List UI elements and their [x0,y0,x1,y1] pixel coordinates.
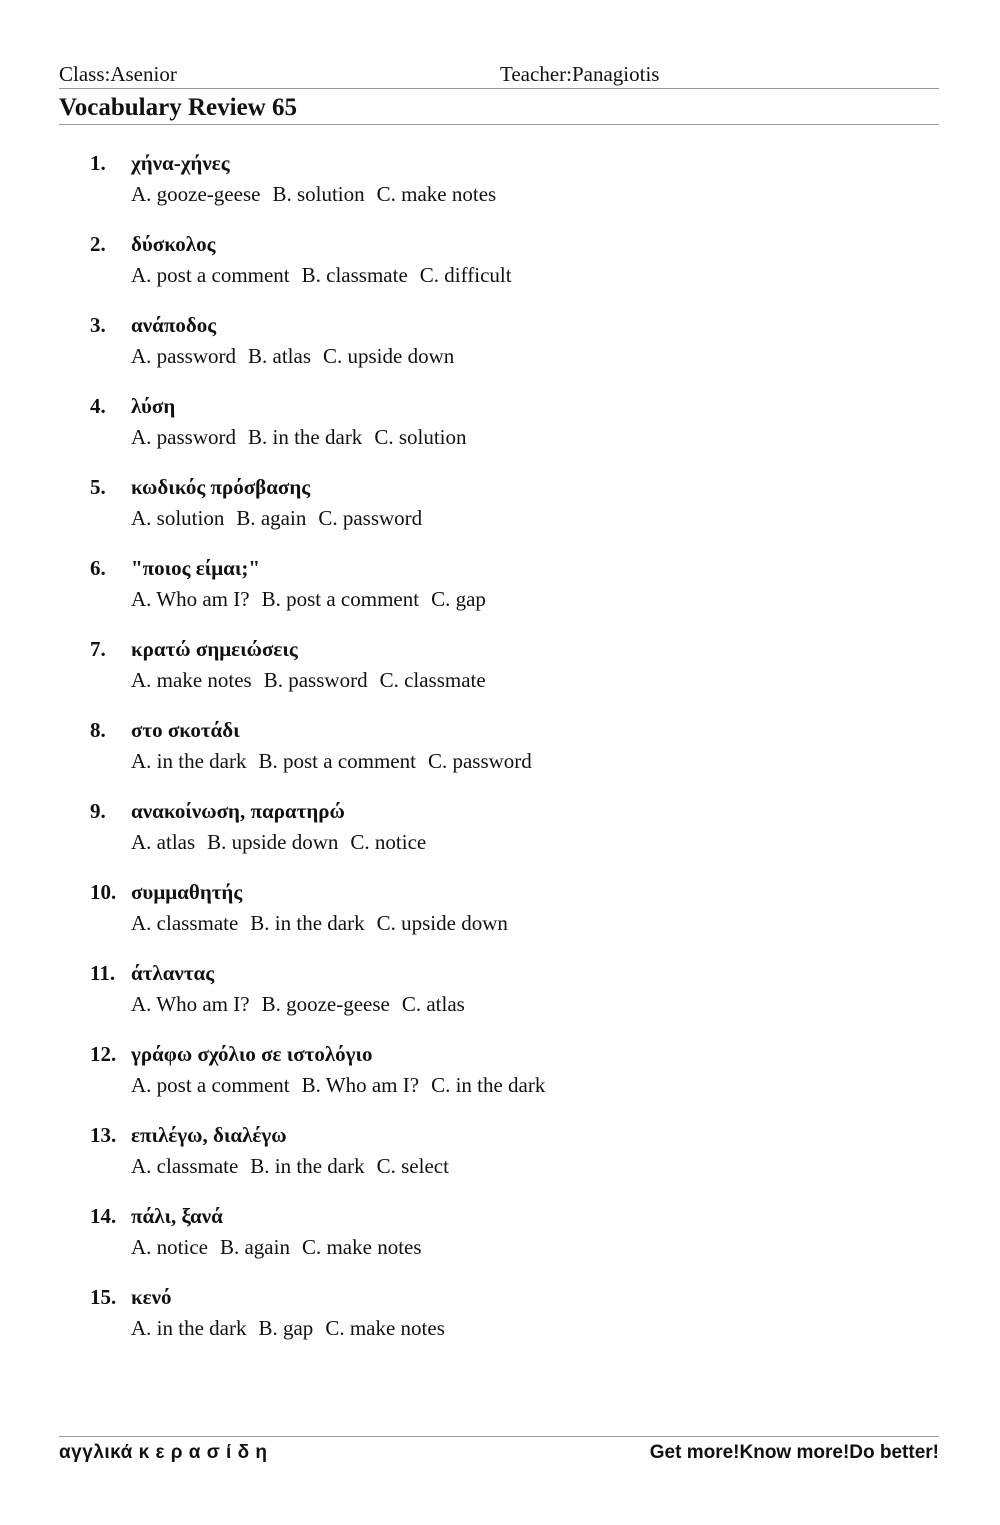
answer-option[interactable]: C. make notes [325,1316,445,1340]
answer-option[interactable]: B. gap [258,1316,314,1340]
question-term: επιλέγω, διαλέγω [131,1123,287,1147]
answer-options [131,1314,457,1342]
question-item [0,145,1000,226]
answer-option[interactable]: A. password [131,425,236,449]
title-divider [59,124,939,125]
class-label: Class:Asenior [59,62,177,86]
answer-option[interactable]: B. again [236,506,307,530]
answer-options [131,1233,434,1261]
answer-option[interactable]: C. upside down [376,911,508,935]
answer-option[interactable]: A. Who am I? [131,587,250,611]
footer-divider [59,1436,939,1437]
question-number: 1. [90,151,106,175]
question-item [0,631,1000,712]
question-item [0,1279,1000,1360]
question-item [0,550,1000,631]
question-list [0,145,1000,1360]
answer-option[interactable]: A. solution [131,506,225,530]
answer-options [131,504,434,532]
question-item [0,1117,1000,1198]
answer-option[interactable]: C. difficult [419,263,512,287]
answer-options [131,261,524,289]
question-item [0,793,1000,874]
question-term: κρατώ σημειώσεις [131,637,298,661]
question-number: 2. [90,232,106,256]
answer-options [131,828,438,856]
question-number: 11. [90,961,116,985]
answer-option[interactable]: A. password [131,344,236,368]
answer-option[interactable]: C. atlas [401,992,465,1016]
answer-options [131,423,479,451]
answer-option[interactable]: B. again [219,1235,290,1259]
answer-options [131,585,498,613]
question-term: χήνα-χήνες [131,151,230,175]
answer-option[interactable]: B. solution [272,182,365,206]
answer-options [131,909,520,937]
question-item [0,469,1000,550]
question-number: 12. [90,1042,117,1066]
answer-option[interactable]: B. post a comment [258,749,416,773]
answer-option[interactable]: C. password [427,749,532,773]
answer-option[interactable]: C. make notes [301,1235,422,1259]
question-item [0,1036,1000,1117]
answer-option[interactable]: C. classmate [379,668,486,692]
answer-option[interactable]: C. upside down [323,344,455,368]
answer-option[interactable]: A. post a comment [131,263,290,287]
answer-option[interactable]: A. Who am I? [131,992,250,1016]
answer-option[interactable]: B. post a comment [261,587,420,611]
question-term: συμμαθητής [131,880,243,904]
answer-option[interactable]: B. in the dark [248,425,363,449]
footer-brand: αγγλικά κ ε ρ α σ ί δ η [59,1442,268,1463]
answer-options [131,342,466,370]
question-item [0,712,1000,793]
answer-option[interactable]: B. gooze-geese [261,992,390,1016]
answer-option[interactable]: C. gap [431,587,486,611]
answer-option[interactable]: A. make notes [131,668,252,692]
answer-option[interactable]: C. password [318,506,423,530]
answer-options [131,1071,557,1099]
answer-option[interactable]: B. in the dark [250,911,365,935]
question-number: 15. [90,1285,117,1309]
answer-option[interactable]: A. classmate [131,1154,239,1178]
question-item [0,226,1000,307]
answer-option[interactable]: B. Who am I? [301,1073,420,1097]
answer-option[interactable]: A. in the dark [131,749,247,773]
page-title: Vocabulary Review 65 [59,94,297,121]
question-term: δύσκολος [131,232,216,256]
header-row [59,60,939,88]
answer-option[interactable]: A. in the dark [131,1316,247,1340]
question-number: 9. [90,799,106,823]
answer-option[interactable]: B. classmate [301,263,408,287]
question-number: 6. [90,556,106,580]
answer-option[interactable]: A. post a comment [131,1073,290,1097]
question-item [0,874,1000,955]
answer-option[interactable]: A. notice [131,1235,208,1259]
question-term: ανάποδος [131,313,217,337]
answer-options [131,747,544,775]
question-term: ανακοίνωση, παρατηρώ [131,799,345,823]
answer-option[interactable]: C. notice [350,830,427,854]
question-term: στο σκοτάδι [131,718,240,742]
answer-options [131,1152,461,1180]
question-number: 13. [90,1123,117,1147]
question-term: λύση [131,394,176,418]
header-divider [59,88,939,89]
answer-option[interactable]: A. classmate [131,911,239,935]
question-term: γράφω σχόλιο σε ιστολόγιο [131,1042,373,1066]
answer-options [131,180,508,208]
teacher-label: Teacher:Panagiotis [500,62,660,86]
question-number: 5. [90,475,106,499]
question-number: 10. [90,880,117,904]
question-term: πάλι, ξανά [131,1204,223,1228]
question-item [0,1198,1000,1279]
question-item [0,307,1000,388]
question-item [0,955,1000,1036]
question-item [0,388,1000,469]
question-term: κωδικός πρόσβασης [131,475,311,499]
answer-option[interactable]: B. upside down [207,830,339,854]
answer-option[interactable]: B. in the dark [250,1154,365,1178]
question-term: "ποιος είμαι;" [131,556,261,580]
answer-option[interactable]: C. in the dark [431,1073,546,1097]
question-number: 8. [90,718,106,742]
question-number: 3. [90,313,106,337]
question-number: 7. [90,637,106,661]
question-number: 14. [90,1204,117,1228]
answer-options [131,666,498,694]
footer-slogan: Get more!Know more!Do better! [649,1442,939,1463]
answer-options [131,990,477,1018]
answer-option[interactable]: C. make notes [376,182,497,206]
question-term: άτλαντας [131,961,215,985]
answer-option[interactable]: A. atlas [131,830,196,854]
answer-option[interactable]: A. gooze-geese [131,182,261,206]
question-term: κενό [131,1285,172,1309]
answer-option[interactable]: C. solution [374,425,467,449]
answer-option[interactable]: C. select [376,1154,449,1178]
question-number: 4. [90,394,106,418]
answer-option[interactable]: B. atlas [248,344,311,368]
answer-option[interactable]: B. password [263,668,368,692]
